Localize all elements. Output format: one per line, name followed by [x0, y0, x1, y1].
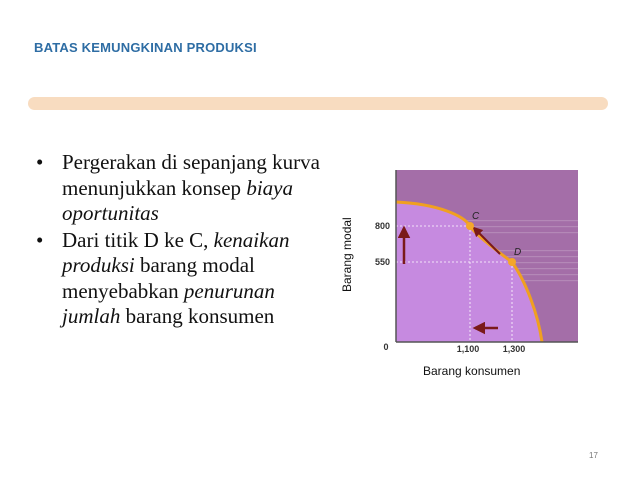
- page-number: 17: [589, 451, 598, 460]
- bullet-item: [36, 150, 326, 227]
- bullet-marker: •: [36, 227, 44, 252]
- point-d-label: D: [514, 247, 522, 258]
- bullet-text: Dari titik D ke C,: [62, 227, 214, 252]
- origin-label: 0: [383, 342, 389, 352]
- bullet-text: barang konsumen: [120, 304, 275, 328]
- bullet-text: Pergerakan di sepanjang kurva menunjukkan konsep: [62, 150, 320, 200]
- point-c-label: C: [472, 211, 480, 222]
- ppf-chart-svg: [344, 164, 584, 384]
- x-tick-label: 1,100: [456, 344, 480, 354]
- y-tick-label: 550: [374, 257, 390, 267]
- bullet-text-italic: kenaikan produksi: [62, 227, 290, 277]
- slide-title: BATAS KEMUNGKINAN PRODUKSI: [34, 40, 257, 55]
- y-axis-label: Barang modal: [340, 217, 354, 292]
- x-tick-label: 1,300: [502, 344, 526, 354]
- ppf-chart: [344, 164, 584, 384]
- x-axis-label: Barang konsumen: [423, 364, 521, 378]
- point-d-marker: [508, 258, 516, 266]
- bullet-list: [36, 150, 326, 331]
- point-c-marker: [466, 222, 474, 230]
- y-tick-label: 800: [374, 221, 390, 231]
- title-divider-bar: [28, 97, 608, 110]
- bullet-text-italic: biaya oportunitas: [62, 175, 293, 225]
- bullet-marker: •: [36, 150, 44, 174]
- bullet-text: barang modal menyebabkan: [62, 253, 255, 303]
- bullet-text-italic: penurunan jumlah: [62, 278, 275, 328]
- bullet-item: [36, 228, 326, 330]
